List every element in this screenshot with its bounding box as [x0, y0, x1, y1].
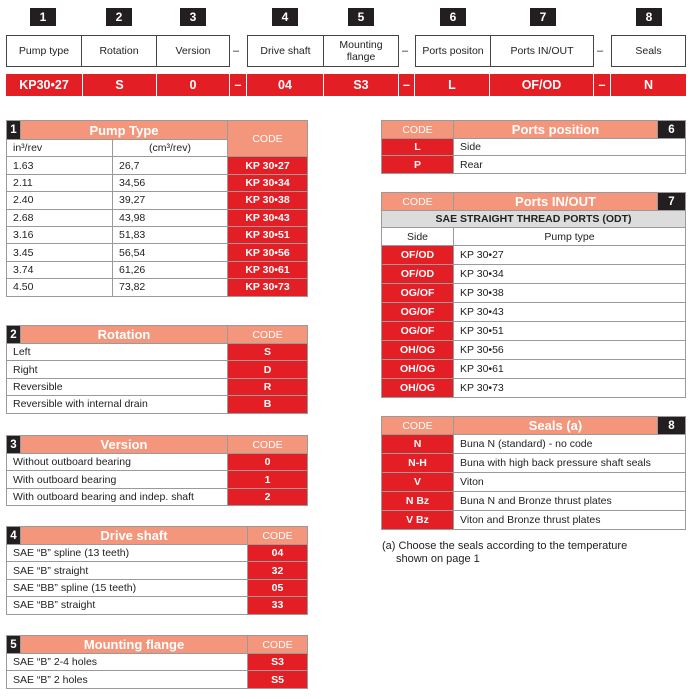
- cell-in3: 3.45: [7, 244, 113, 261]
- section-title: Ports position: [454, 121, 658, 139]
- cell-code: OH/OG: [382, 359, 454, 378]
- code-column-header: CODE: [248, 636, 308, 654]
- table-row: [7, 209, 308, 226]
- table-row: [7, 279, 308, 296]
- cell-code: R: [228, 378, 308, 395]
- table-row: [382, 302, 686, 321]
- cell-label: SAE “BB” straight: [7, 597, 248, 614]
- cell-cm3: 43,98: [113, 209, 228, 226]
- cell-label: KP 30•43: [454, 302, 686, 321]
- code-column-header: CODE: [228, 436, 308, 454]
- header-code-ports-inout: OF/OD: [490, 74, 593, 96]
- table-row: [7, 562, 308, 579]
- table-row: [7, 579, 308, 596]
- cell-label: KP 30•56: [454, 340, 686, 359]
- cell-code: KP 30•61: [228, 261, 308, 278]
- cell-code: KP 30•51: [228, 226, 308, 243]
- cell-code: S5: [248, 671, 308, 688]
- table-row: [382, 340, 686, 359]
- cell-code: 1: [228, 471, 308, 488]
- cell-code: OG/OF: [382, 302, 454, 321]
- cell-label: Viton and Bronze thrust plates: [454, 511, 686, 530]
- cell-code: S: [228, 344, 308, 361]
- column-header-side: Side: [382, 228, 454, 245]
- cell-label: Left: [7, 344, 228, 361]
- header-label-pump-type: Pump type: [6, 35, 82, 67]
- cell-label: Viton: [454, 473, 686, 492]
- table-row: [7, 244, 308, 261]
- cell-label: With outboard bearing and indep. shaft: [7, 488, 228, 505]
- separator-dash: –: [232, 45, 240, 57]
- cell-label: KP 30•73: [454, 378, 686, 397]
- ports-inout-table: [381, 192, 686, 398]
- cell-code: 2: [228, 488, 308, 505]
- cell-label: Reversible: [7, 378, 228, 395]
- table-row: [382, 454, 686, 473]
- section-title: Ports IN/OUT: [454, 193, 658, 211]
- table-row: [382, 378, 686, 397]
- cell-code: 32: [248, 562, 308, 579]
- header-code-seals: N: [611, 74, 686, 96]
- section-number: 7: [658, 193, 686, 211]
- code-column-header: CODE: [382, 193, 454, 211]
- cell-code: D: [228, 361, 308, 378]
- cell-label: Side: [454, 139, 686, 156]
- table-row: [382, 156, 686, 173]
- header-code-rotation: S: [83, 74, 156, 96]
- table-row: [7, 454, 308, 471]
- header-label-drive-shaft: Drive shaft: [247, 35, 324, 67]
- header-code-pump-type: KP30•27: [6, 74, 82, 96]
- section-title: Seals (a): [454, 417, 658, 435]
- header-number: 7: [530, 8, 556, 26]
- cell-label: SAE “BB” spline (15 teeth): [7, 579, 248, 596]
- drive-shaft-table: [6, 526, 308, 615]
- header-number: 8: [636, 8, 662, 26]
- cell-label: KP 30•61: [454, 359, 686, 378]
- header-label-seals: Seals: [611, 35, 686, 67]
- table-row: [7, 261, 308, 278]
- seals-footnote: [382, 540, 627, 566]
- cell-code: 05: [248, 579, 308, 596]
- cell-code: OF/OD: [382, 245, 454, 264]
- table-row: [7, 361, 308, 378]
- table-row: [382, 359, 686, 378]
- cell-code: 0: [228, 454, 308, 471]
- cell-in3: 3.16: [7, 226, 113, 243]
- section-number: 3: [7, 436, 21, 454]
- section-number: 4: [7, 527, 21, 545]
- table-row: [382, 264, 686, 283]
- cell-cm3: 51,83: [113, 226, 228, 243]
- rotation-table: [6, 325, 308, 414]
- code-column-header: CODE: [382, 121, 454, 139]
- cell-in3: 2.11: [7, 174, 113, 191]
- header-code-separator: –: [399, 74, 414, 96]
- cell-code: KP 30•27: [228, 157, 308, 174]
- header-label-rotation: Rotation: [81, 35, 157, 67]
- cell-label: Rear: [454, 156, 686, 173]
- separator-dash: –: [596, 45, 604, 57]
- cell-label: KP 30•51: [454, 321, 686, 340]
- cell-code: OH/OG: [382, 340, 454, 359]
- cell-code: KP 30•56: [228, 244, 308, 261]
- header-code-separator: –: [594, 74, 610, 96]
- header-code-separator: –: [230, 74, 246, 96]
- header-code-version: 0: [157, 74, 229, 96]
- header-code-mounting-flange: S3: [324, 74, 398, 96]
- header-number: 4: [272, 8, 298, 26]
- cell-cm3: 34,56: [113, 174, 228, 191]
- code-column-header: CODE: [228, 326, 308, 344]
- table-row: [382, 283, 686, 302]
- table-row: [7, 597, 308, 614]
- ports-position-table: [381, 120, 686, 174]
- cell-code: S3: [248, 654, 308, 671]
- table-row: [7, 157, 308, 174]
- cell-code: KP 30•38: [228, 192, 308, 209]
- table-row: [7, 471, 308, 488]
- cell-label: KP 30•27: [454, 245, 686, 264]
- section-number: 6: [658, 121, 686, 139]
- header-number: 2: [106, 8, 132, 26]
- table-row: [7, 378, 308, 395]
- cell-code: V: [382, 473, 454, 492]
- header-label-ports-position: Ports positon: [415, 35, 491, 67]
- section-title: Rotation: [21, 326, 228, 344]
- header-label-mounting-flange: Mounting flange: [323, 35, 399, 67]
- pump-type-table: [6, 120, 308, 297]
- separator-dash: –: [401, 45, 409, 57]
- cell-code: OG/OF: [382, 283, 454, 302]
- table-row: [7, 396, 308, 413]
- column-header-in3: in³/rev: [7, 140, 113, 157]
- cell-code: P: [382, 156, 454, 173]
- cell-label: SAE “B” 2-4 holes: [7, 654, 248, 671]
- cell-code: N Bz: [382, 492, 454, 511]
- header-label-version: Version: [156, 35, 230, 67]
- cell-cm3: 73,82: [113, 279, 228, 296]
- header-label-ports-inout: Ports IN/OUT: [490, 35, 594, 67]
- cell-in3: 2.40: [7, 192, 113, 209]
- header-number: 5: [348, 8, 374, 26]
- cell-code: OG/OF: [382, 321, 454, 340]
- cell-code: KP 30•43: [228, 209, 308, 226]
- section-title: Drive shaft: [21, 527, 248, 545]
- cell-in3: 2.68: [7, 209, 113, 226]
- cell-cm3: 61,26: [113, 261, 228, 278]
- cell-label: KP 30•34: [454, 264, 686, 283]
- cell-in3: 4.50: [7, 279, 113, 296]
- cell-label: SAE “B” 2 holes: [7, 671, 248, 688]
- section-number: 8: [658, 417, 686, 435]
- table-row: [382, 435, 686, 454]
- section-number: 2: [7, 326, 21, 344]
- footnote-line-1: (a) Choose the seals according to the temperature: [382, 540, 628, 552]
- section-title: Version: [21, 436, 228, 454]
- section-number: 1: [7, 121, 21, 140]
- cell-code: L: [382, 139, 454, 156]
- cell-code: KP 30•34: [228, 174, 308, 191]
- cell-code: 33: [248, 597, 308, 614]
- cell-label: SAE “B” straight: [7, 562, 248, 579]
- cell-label: Buna N (standard) - no code: [454, 435, 686, 454]
- cell-in3: 1.63: [7, 157, 113, 174]
- cell-code: B: [228, 396, 308, 413]
- header-number: 1: [30, 8, 56, 26]
- table-row: [7, 654, 308, 671]
- cell-label: Without outboard bearing: [7, 454, 228, 471]
- section-subtitle: SAE STRAIGHT THREAD PORTS (ODT): [382, 211, 686, 228]
- cell-code: 04: [248, 545, 308, 562]
- footnote-line-2: shown on page 1: [396, 553, 480, 565]
- cell-code: N: [382, 435, 454, 454]
- table-row: [382, 511, 686, 530]
- table-row: [7, 344, 308, 361]
- section-title: Pump Type: [21, 121, 228, 140]
- header-code-ports-position: L: [415, 74, 489, 96]
- cell-cm3: 26,7: [113, 157, 228, 174]
- table-row: [7, 671, 308, 688]
- cell-code: OH/OG: [382, 378, 454, 397]
- cell-label: Reversible with internal drain: [7, 396, 228, 413]
- section-number: 5: [7, 636, 21, 654]
- code-column-header: CODE: [248, 527, 308, 545]
- mounting-flange-table: [6, 635, 308, 689]
- cell-label: SAE “B” spline (13 teeth): [7, 545, 248, 562]
- cell-in3: 3.74: [7, 261, 113, 278]
- cell-label: Buna N and Bronze thrust plates: [454, 492, 686, 511]
- table-row: [7, 488, 308, 505]
- version-table: [6, 435, 308, 506]
- seals-table: [381, 416, 686, 530]
- table-row: [382, 321, 686, 340]
- column-header-cm3: (cm³/rev): [113, 140, 228, 157]
- cell-code: KP 30•73: [228, 279, 308, 296]
- column-header-pump-type: Pump type: [454, 228, 686, 245]
- cell-code: V Bz: [382, 511, 454, 530]
- table-row: [7, 192, 308, 209]
- code-column-header: CODE: [228, 121, 308, 157]
- cell-label: Right: [7, 361, 228, 378]
- table-row: [7, 545, 308, 562]
- cell-cm3: 39,27: [113, 192, 228, 209]
- header-number: 3: [180, 8, 206, 26]
- header-code-drive-shaft: 04: [247, 74, 323, 96]
- cell-cm3: 56,54: [113, 244, 228, 261]
- header-number: 6: [440, 8, 466, 26]
- cell-code: OF/OD: [382, 264, 454, 283]
- table-row: [382, 473, 686, 492]
- table-row: [7, 226, 308, 243]
- table-row: [382, 245, 686, 264]
- table-row: [7, 174, 308, 191]
- cell-code: N-H: [382, 454, 454, 473]
- section-title: Mounting flange: [21, 636, 248, 654]
- cell-label: KP 30•38: [454, 283, 686, 302]
- code-column-header: CODE: [382, 417, 454, 435]
- cell-label: Buna with high back pressure shaft seals: [454, 454, 686, 473]
- cell-label: With outboard bearing: [7, 471, 228, 488]
- table-row: [382, 492, 686, 511]
- table-row: [382, 139, 686, 156]
